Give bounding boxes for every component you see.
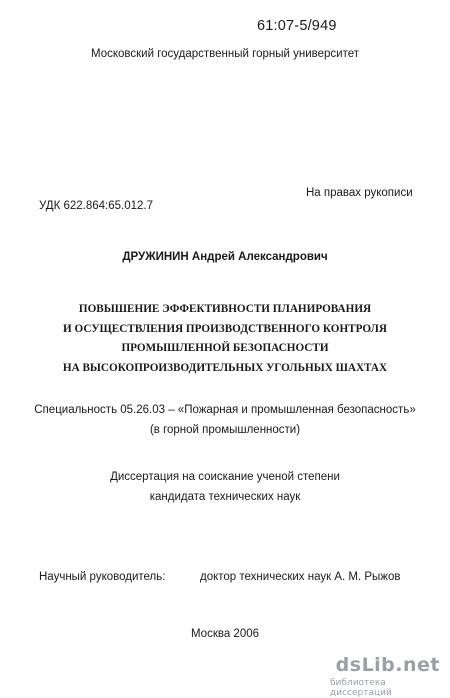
rights-note: На правах рукописи (306, 187, 413, 199)
title-line: ПРОМЫШЛЕННОЙ БЕЗОПАСНОСТИ (121, 342, 329, 354)
degree-line: Диссертация на соискание ученой степени (110, 471, 340, 483)
watermark-subtitle: библиотека диссертаций (330, 678, 392, 698)
watermark-logo: dsLib.net (335, 654, 440, 676)
author-name: ДРУЖИНИН Андрей Александрович (122, 251, 328, 263)
supervisor-label: Научный руководитель: (39, 571, 166, 583)
university-name: Московский государственный горный университет (90, 48, 359, 60)
specialty-subline: (в горной промышленности) (149, 424, 301, 436)
title-line: НА ВЫСОКОПРОИЗВОДИТЕЛЬНЫХ УГОЛЬНЫХ ШАХТАХ (62, 361, 388, 374)
supervisor-value: доктор технических наук А. М. Рыжов (200, 571, 401, 583)
title-line: И ОСУЩЕСТВЛЕНИЯ ПРОИЗВОДСТВЕННОГО КОНТРОЛЯ (63, 322, 387, 335)
place-year: Москва 2006 (190, 628, 260, 640)
catalog-number: 61:07-5/949 (257, 18, 337, 34)
degree-subline: кандидата технических наук (149, 491, 301, 503)
title-line: ПОВЫШЕНИЕ ЭФФЕКТИВНОСТИ ПЛАНИРОВАНИЯ (78, 303, 372, 315)
udk-code: УДК 622.864:65.012.7 (39, 200, 154, 212)
specialty-line: Специальность 05.26.03 – «Пожарная и промышленная безопасность» (34, 404, 416, 416)
watermark (330, 654, 440, 698)
dissertation-title (0, 300, 450, 378)
